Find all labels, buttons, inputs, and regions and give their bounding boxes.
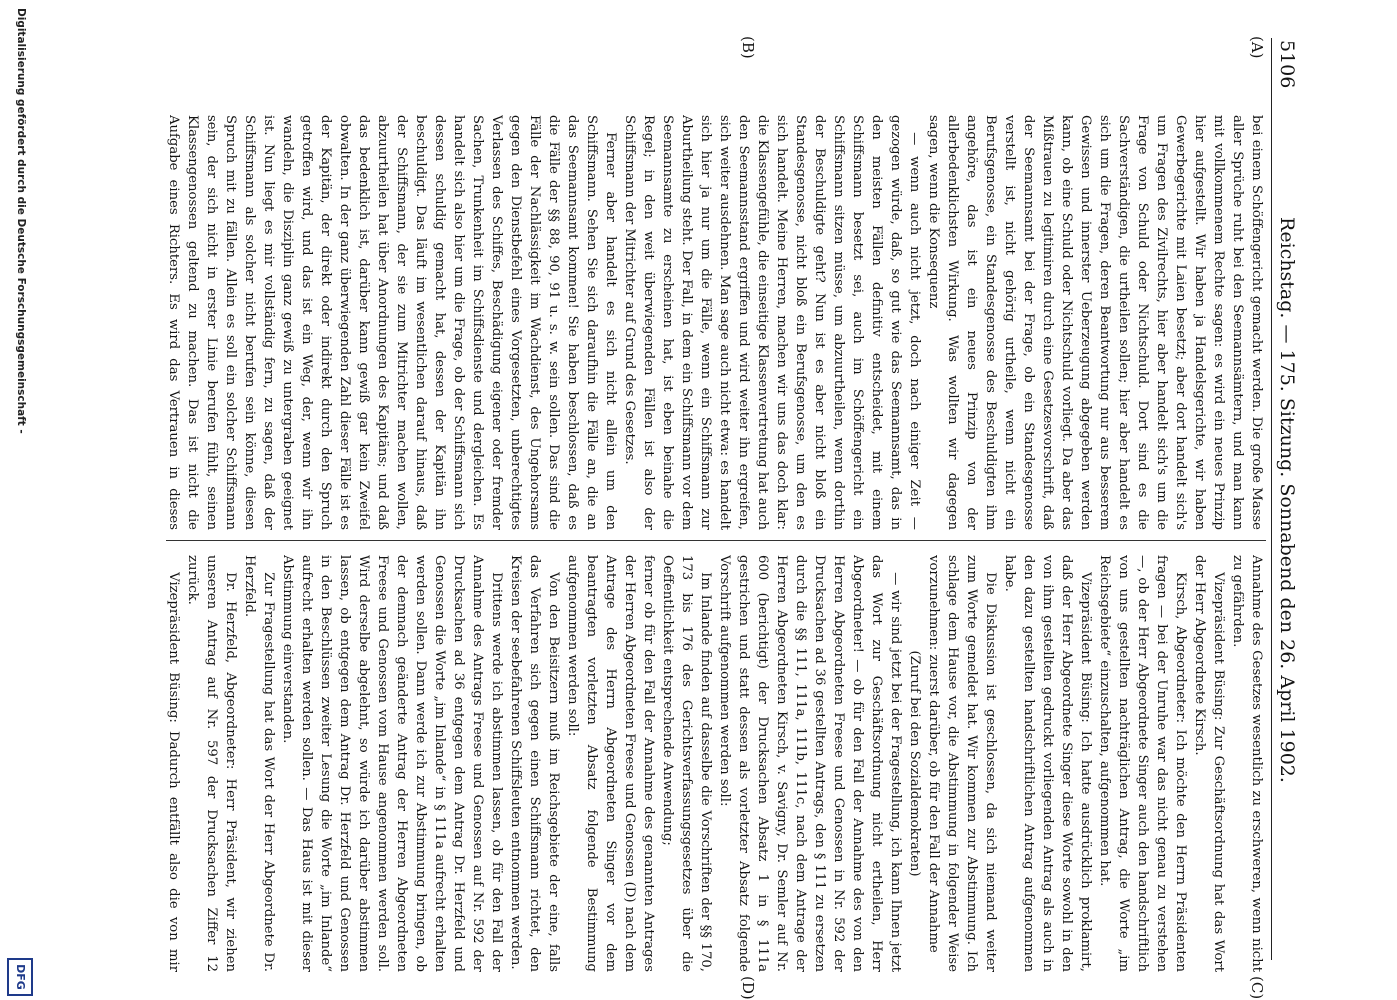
page-header-title: Reichstag. — 175. Sitzung. Sonnabend den 26. April 1902. (1276, 217, 1298, 783)
margin-marker-d: (D) (739, 976, 757, 1000)
paragraph: Vizepräsident Büsing: Dadurch entfällt also die von mir (166, 572, 181, 972)
paragraph: Im Inlande finden auf dasselbe die Vorschriften der §§ 170, 173 bis 176 des Gerichtsverfassungsgesetzes über die Oeffentlichkeit entsprechende Anwendung; (660, 555, 713, 972)
paragraph: Drittens werde ich abstimmen lassen, ob für den Fall der Annahme des Antrags Freese und Genossen auf Nr. 592 der Drucksachen ad 36 entgegen dem Antrag Dr. Herzfeld und Genossen die Worte „im Inlande“ in § 111a aufrecht erhalten werden sollen. Dann werde ich zur Abstimmung bringen, ob der demnach geänderte Antrag der Herren Abgeordneten Freese und Genossen vom Hause angenommen werden soll. Wird derselbe abgelehnt, so würde ich darüber abstimmen lassen, ob entgegen dem Antrag Dr. Herzfeld und Genossen in den Beschlüssen zweiter Lesung die Worte „im Inlande“ aufrecht erhalten werden sollen. — Das Haus ist mit dieser Abstimmung einverstanden. (280, 555, 504, 972)
paragraph: ferner ob für den Fall der Annahme des genannten Antrages der Herren Abgeordneten Freese und Genossen (D) nach dem Antrage des Herrn Abgeordneten Singer vor dem beantragten vorletzten Absatz folgende Bestimmung aufgenommen werden soll: (565, 555, 656, 972)
paragraph: Ferner aber handelt es sich nicht allein um den Schiffsmann. Sehen Sie sich daraufhin die Fälle an, die an das Seemannsamt kommen! Sie haben beschlossen, daß es die Fälle der §§ 88, 90, 91 u. s. w. sein sollen. Das sind die Fälle der Nachlässigkeit im Wachdienst, des Ungehorsams gegen den Dienstbefehl eines Vorgesetzten, unberechtigtes Verlassen des Schiffes, Beschädigung eigener oder fremder Sachen, Trunkenheit im Schiffsdienste und dergleichen. Es handelt sich also hier um die Frage, ob der Schiffsmann sich dessen schuldig gemacht hat, dessen der Kapitän ihn beschuldigt. Das läuft im wesentlichen darauf hinaus, daß der Schiffsmann, der sie zum Mitrichter machen wollen, abzuurtheilen hat über Anordnungen des Kapitäns; und daß das bedenklich ist, darüber kann gewiß gar kein Zweifel obwalten. In der ganz überwiegenden Zahl dieser Fälle ist es der Kapitän, der direkt oder indirekt durch den Spruch getroffen wird, und das ist ein Weg, der, wenn wir ihn wandeln, die Disziplin ganz gewiß zu untergraben geeignet ist. Nun liegt es mir vollständig fern, zu sagen, daß der Schiffsmann als solcher nicht berufen sein könne, diesen Spruch mit zu fällen. Allein es soll ein solcher Schiffsmann sein, der sich nicht in erster Linie berufen fühlt, seinen Klassengenossen geltend zu machen. Das ist nicht die Aufgabe eines Richters. Es wird das Vertrauen in dieses (166, 115, 618, 530)
page-number: 5106 (1276, 40, 1298, 89)
paragraph: Vizepräsident Büsing: Ich hatte ausdrücklich proklamirt, daß der Herr Abgeordnete Singer diese Worte sowohl in den von ihm gestellten gedruckt vorliegenden Antrag als auch in den dazu gestellten handschriftlichen Antrag aufgenommen habe. (1002, 555, 1093, 972)
text-column-left (166, 115, 1266, 530)
dfg-logo: DFG (7, 958, 33, 996)
paragraph: — wir sind jetzt bei der Fragestellung, ich kann Ihnen jetzt das Wort zur Geschäftsordnung nicht ertheilen, Herr Abgeordneter! — ob für den Fall der Annahme des von den Herren Abgeordneten Freese und Genossen in Nr. 592 der Drucksachen ad 36 gestellten Antrags, den § 111 zu ersetzen durch die §§ 111, 111a, 111b, 111c, nach dem Antrage der Herren Abgeordneten Kirsch, v. Savigny, Dr. Semler auf Nr. 600 (berichtigt) der Drucksachen Absatz 1 in § 111a gestrichen und statt dessen als vorletzter Absatz folgende Vorschrift aufgenommen werden soll: (717, 555, 903, 972)
paragraph: Kirsch, Abgeordneter: Ich möchte den Herrn Präsidenten fragen — bei der Unruhe war das nicht genau zu verstehen —, ob der Herr Abgeordnete Singer auch den handschriftlich von uns gestellten nachträglichen Antrag, die Worte „im Reichsgebiete“ einzuschalten, aufgenommen hat. (1097, 555, 1188, 972)
paragraph: — wenn auch nicht jetzt, doch nach einiger Zeit — gezogen würde, daß, so gut wie das Seemannsamt, das in den meisten Fällen definitiv entscheidet, mit einem Schiffsmann besetzt sei, auch im Schöffengericht ein Schiffsmann sitzen müsse, um abzuurtheilen, wenn dorthin der Beschuldigte geht? Nun ist es aber nicht bloß ein Standesgenosse, nicht bloß ein Berufsgenosse, um den es sich handelt. Meine Herren, machen wir uns das doch klar: die Klassengefühle, die einseitige Klassenvertretung hat auch den Seemannsstand ergriffen und wird weiter ihn ergreifen, sich weiter ausdehnen. Man sage auch nicht etwa: es handelt sich hier ja nur um die Fälle, wenn ein Schiffsmann zur Aburtheilung steht. Der Fall, in dem ein Schiffsmann vor dem Seemannsamte zu erscheinen hat, ist eben beinahe die Regel; in den weit überwiegenden Fällen ist also der Schiffsmann der Mitrichter auf Grund des Gesetzes. (622, 115, 922, 530)
text-column-right (166, 555, 1266, 972)
margin-marker-a: (A) (1248, 36, 1266, 59)
margin-marker-c: (C) (1248, 976, 1266, 1000)
header-rule (1271, 38, 1272, 960)
paragraph: Annahme des Gesetzes wesentlich zu erschweren, wenn nicht zu gefährden. (1230, 555, 1264, 972)
paragraph: Von den Beisitzern muß im Reichsgebiete der eine, falls das Verfahren sich gegen einen Schiffsmann richtet, den Kreisen der seebefahrenen Schiffsleuten entnommen werden. (508, 555, 561, 972)
paragraph: Vizepräsident Büsing: Zur Geschäftsordnung hat das Wort der Herr Abgeordnete Kirsch. (1192, 555, 1226, 972)
paragraph: Zur Fragestellung hat das Wort der Herr Abgeordnete Dr. Herzfeld. (242, 555, 276, 972)
digitization-credit: Digitalisierung gefördert durch die Deutsche Forschungsgemeinschaft - (15, 8, 27, 434)
paragraph: bei einem Schöffengericht gemacht werden. Die große Masse aller Sprüche ruht bei den Seemannsämtern, und man kann mit vollkommenem Rechte sagen: es wird ein neues Prinzip hier aufgestellt. Wir haben ja Handelsgerichte, wir haben Gewerbegerichte mit Laien besetzt; aber dort handelt sich's um Fragen des Zivilrechts, hier aber handelt sich's um die Frage von Schuld oder Nichtschuld. Dort sind es die Sachverständigen, die urtheilen sollen; hier aber handelt es sich um die Fragen, deren Beantwortung nur aus besserem Gewissen und innerster Ueberzeugung abgegeben werden kann, ob eine Schuld oder Nichtschuld vorliegt. Da aber das Mißtrauen zu legitimiren durch eine Gesetzesvorschrift, daß der Seemannsamt bei der Frage, ob ein Standesgenosse verstellt ist, nicht gehörig urtheile, wenn nicht ein Berufsgenosse, ein Standesgenosse des Beschuldigten ihm angehöre, das ist ein neues Prinzip von der allerbedenklichsten Wirkung. Was wollten wir dagegen sagen, wenn die Konsequenz (926, 115, 1264, 530)
column-divider (166, 540, 1266, 541)
margin-marker-b: (B) (739, 36, 757, 59)
paragraph: Die Diskussion ist geschlossen, da sich niemand weiter zum Worte gemeldet hat. Wir kommen zur Abstimmung. Ich schlage dem Hause vor, die Abstimmung in folgender Weise vorzunehmen: zuerst darüber, ob für den Fall der Annahme (926, 555, 998, 972)
paragraph: (Zuruf bei den Sozialdemokraten) (907, 650, 922, 877)
paragraph: Dr. Herzfeld, Abgeordneter: Herr Präsident, wir ziehen unseren Antrag auf Nr. 597 der Drucksachen Ziffer 12 zurück. (185, 555, 238, 972)
